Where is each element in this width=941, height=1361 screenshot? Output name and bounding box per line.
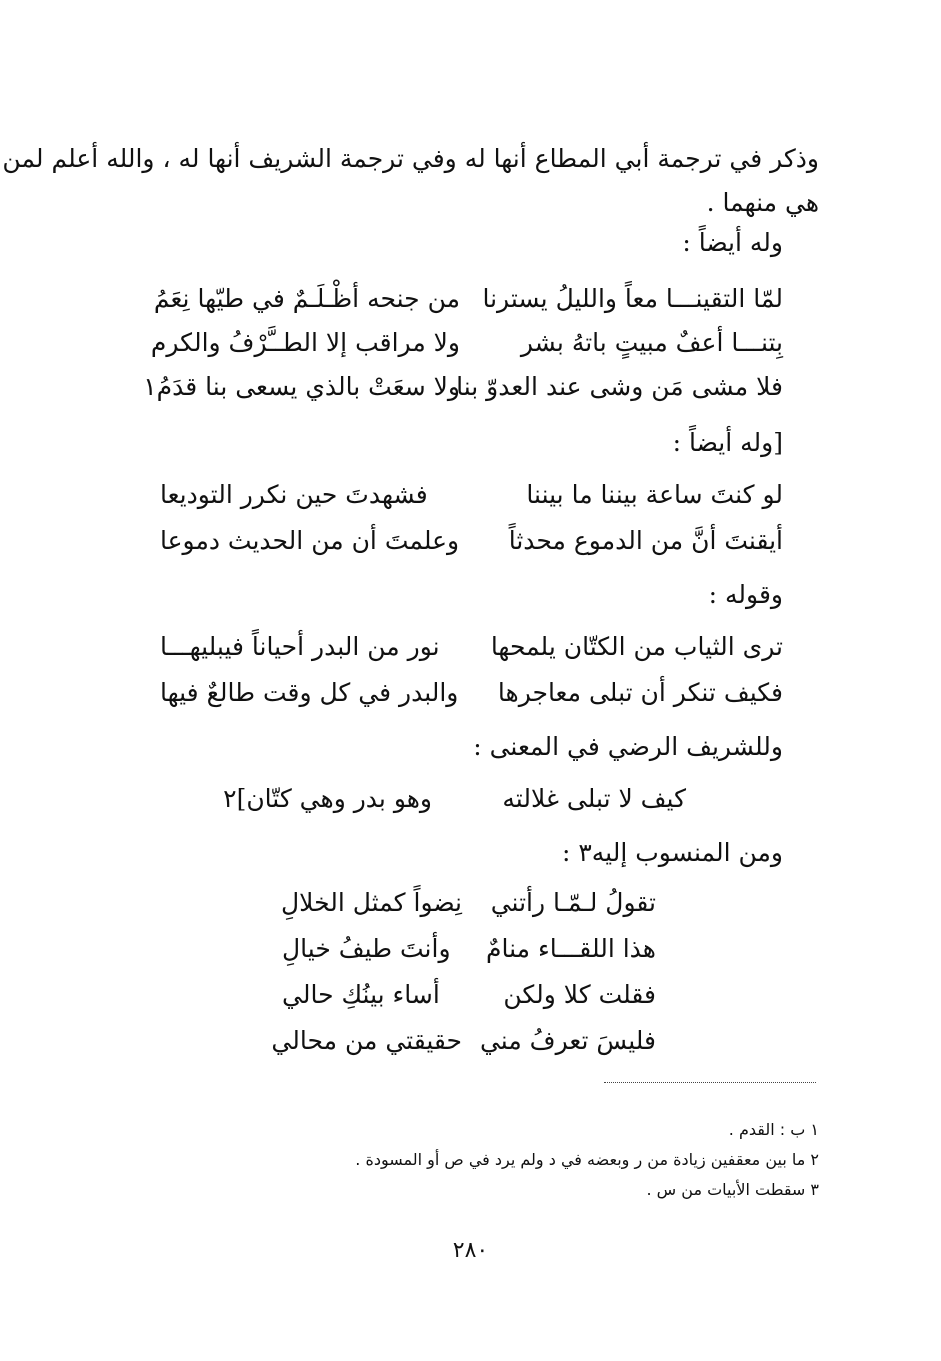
poem3-verse2-second-hemistich: والبدر في كل وقت طالعٌ فيها — [160, 678, 459, 707]
poem5-verse1-second-hemistich: نِضواً كمثل الخلالِ — [280, 888, 462, 917]
poem5-verse4-second-hemistich: حقيقتي من محالي — [271, 1026, 462, 1055]
heading-al-mansub-ilayhi: ومن المنسوب إليه٣ : — [561, 838, 783, 867]
heading-bracketed-wa-lahu-aydan: [وله أيضاً : — [672, 428, 783, 457]
heading-wa-lahu-aydan: وله أيضاً : — [682, 228, 783, 257]
poem3-verse2-first-hemistich: فكيف تنكر أن تبلى معاجرها — [497, 678, 783, 707]
poem5-verse2-second-hemistich: وأنتَ طيفُ خيالِ — [282, 934, 451, 963]
heading-wa-qawluhu: وقوله : — [708, 580, 783, 609]
poem4-verse1-second-hemistich: وهو بدر وهي كتّان]٢ — [223, 784, 432, 813]
poem1-verse1-second-hemistich: من جنحه أظْـلَـمٌ في طيّها نِعَمُ — [153, 284, 460, 313]
poem4-verse1-first-hemistich: كيف لا تبلى غلالته — [502, 784, 686, 813]
footnote-1: ١ ب : القدم . — [728, 1120, 819, 1139]
poem5-verse1-first-hemistich: تقولُ لـمّـا رأتني — [490, 888, 656, 917]
poem5-verse3-second-hemistich: أساء بينُكِ حالي — [282, 980, 440, 1009]
poem2-verse1-second-hemistich: فشهدتَ حين نكرر التوديعا — [160, 480, 428, 509]
poem2-verse2-first-hemistich: أيقنتَ أنَّ من الدموع محدثاً — [508, 526, 783, 555]
poem5-verse2-first-hemistich: هذا اللقـــاء منامٌ — [485, 934, 656, 963]
poem2-verse2-second-hemistich: وعلمتَ أن من الحديث دموعا — [160, 526, 460, 555]
heading-sharif-radi: وللشريف الرضي في المعنى : — [473, 732, 783, 761]
footnote-separator — [604, 1082, 816, 1083]
poem3-verse1-second-hemistich: نور من البدر أحياناً فيبليهـــا — [160, 632, 440, 661]
poem1-verse2-second-hemistich: ولا مراقب إلا الطــَّرْفُ والكرم — [150, 328, 460, 357]
poem2-verse1-first-hemistich: لو كنتَ ساعة بيننا ما بيننا — [526, 480, 783, 509]
poem5-verse3-first-hemistich: فقلت كلا ولكن — [503, 980, 656, 1009]
poem3-verse1-first-hemistich: ترى الثياب من الكتّان يلمحها — [490, 632, 783, 661]
footnote-2: ٢ ما بين معقفين زيادة من ر وبعضه في د ولم يرد في ص أو المسودة . — [355, 1150, 819, 1169]
page-number: ٢٨٠ — [452, 1238, 489, 1263]
poem5-verse4-first-hemistich: فليسَ تعرفُ مني — [479, 1026, 656, 1055]
poem1-verse3-second-hemistich: ولا سعَتْ بالذي يسعى بنا قدَمُ١ — [143, 372, 460, 401]
prose-line-1: وذكر في ترجمة أبي المطاع أنها له وفي ترجمة الشريف أنها له ، والله أعلم لمن — [2, 144, 819, 173]
poem1-verse2-first-hemistich: بِتنـــا أعفٌ مبيتٍ باتهُ بشر — [520, 328, 783, 357]
prose-line-2: هي منهما . — [706, 188, 819, 217]
footnote-3: ٣ سقطت الأبيات من س . — [646, 1180, 819, 1199]
poem1-verse3-first-hemistich: فلا مشى مَن وشى عند العدوّ بنا — [456, 372, 783, 401]
poem1-verse1-first-hemistich: لمّا التقينـــا معاً والليلُ يسترنا — [482, 284, 783, 313]
